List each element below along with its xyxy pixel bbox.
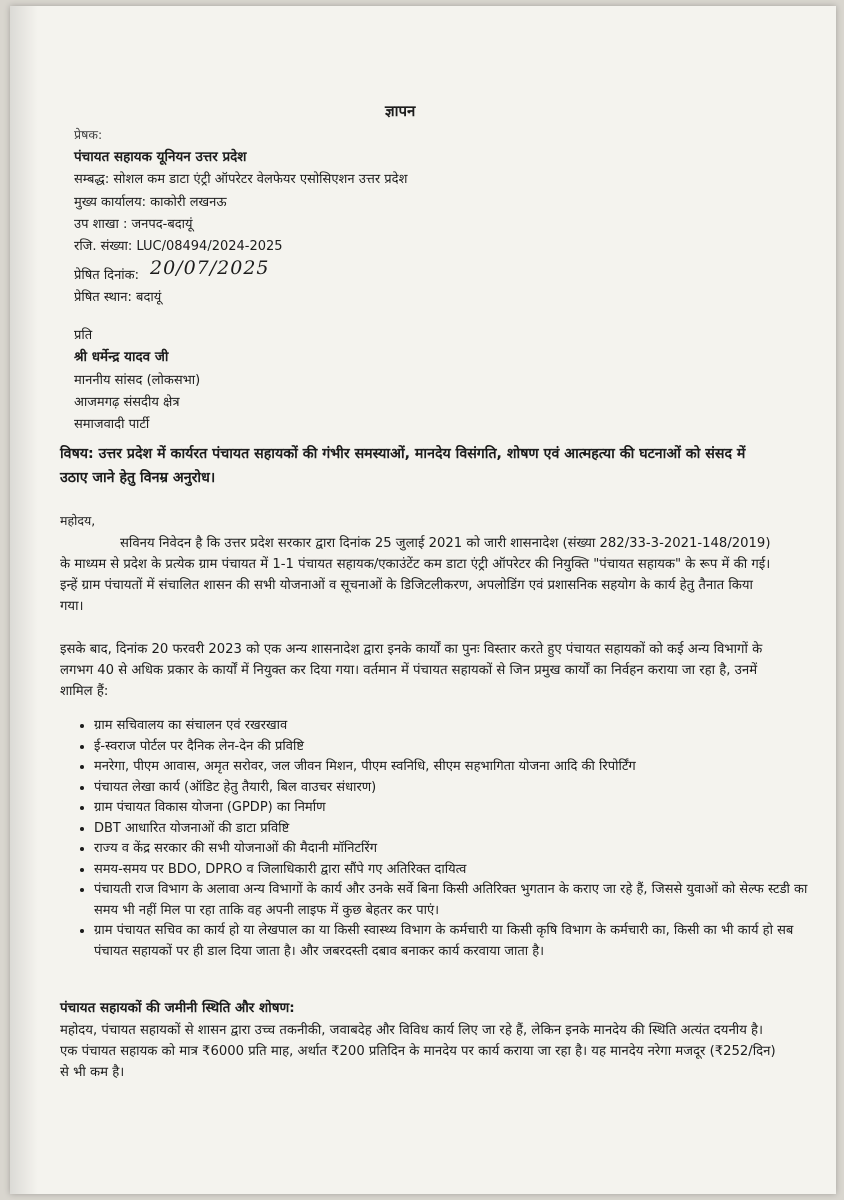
- page-edge-shadow: [10, 6, 38, 1194]
- subject-line: विषय: उत्तर प्रदेश में कार्यरत पंचायत सहायकों की गंभीर समस्याओं, मानदेय विसंगति, शोषण एवं आत्महत्या की घटनाओं को संसद में उठाए जाने हेतु विनम्र अनुरोध।: [60, 446, 746, 486]
- paragraph-duties-intro: इसके बाद, दिनांक 20 फरवरी 2023 को एक अन्य शासनादेश द्वारा इनके कार्यों का पुनः विस्तार करते हुए पंचायत सहायकों को कई अन्य विभागों के लगभग 40 से अधिक प्रकार के कार्यों में नियुक्त कर दिया गया। वर्तमान में पंचायत सहायकों से जिन प्रमुख कार्यों का निर्वहन कराया जा रहा है, उनमें शामिल हैं:: [60, 642, 763, 699]
- list-item: • समय-समय पर BDO, DPRO व जिलाधिकारी द्वारा सौंपे गए अतिरिक्त दायित्व: [94, 860, 816, 881]
- paragraph-intro: सविनय निवेदन है कि उत्तर प्रदेश सरकार द्वारा दिनांक 25 जुलाई 2021 को जारी शासनादेश (संख्या 282/33-3-2021-148/2019) के माध्यम से प्रदेश के प्रत्येक ग्राम पंचायत में 1-1 पंचायत सहायक/एकाउंटेंट कम डाटा एंट्री ऑपरेटर की नियुक्ति "पंचायत सहायक" के रूप में की गई। इन्हें ग्राम पंचायतों में संचालित शासन की सभी योजनाओं व सूचनाओं के डिजिटलीकरण, अपलोडिंग एवं प्रशासनिक सहयोग के कार्य हेतु तैनात किया गया।: [60, 536, 771, 614]
- section-heading: पंचायत सहायकों की जमीनी स्थिति और शोषण:: [60, 1000, 295, 1016]
- list-item: • DBT आधारित योजनाओं की डाटा प्रविष्टि: [94, 819, 816, 840]
- list-item: • मनरेगा, पीएम आवास, अमृत सरोवर, जल जीवन मिशन, पीएम स्वनिधि, सीएम सहभागिता योजना आदि की रिपोर्टिंग: [94, 757, 816, 778]
- list-item: • राज्य व केंद्र सरकार की सभी योजनाओं की मैदानी मॉनिटरिंग: [94, 839, 816, 860]
- sender-registration: रजि. संख्या: LUC/08494/2024-2025: [74, 239, 283, 254]
- sender-label: प्रेषक:: [74, 127, 103, 142]
- document-page: [10, 6, 836, 1194]
- recipient-party: समाजवादी पार्टी: [74, 417, 150, 432]
- list-item: • ग्राम पंचायत विकास योजना (GPDP) का निर्माण: [94, 798, 816, 819]
- recipient-to-label: प्रति: [74, 328, 93, 343]
- paragraph-ground-situation: महोदय, पंचायत सहायकों से शासन द्वारा उच्च तकनीकी, जवाबदेह और विविध कार्य लिए जा रहे हैं, लेकिन इनके मानदेय की स्थिति अत्यंत दयनीय है। एक पंचायत सहायक को मात्र ₹6000 प्रति माह, अर्थात ₹200 प्रतिदिन के मानदेय पर कार्य कराया जा रहा है। यह मानदेय नरेगा मजदूर (₹252/दिन) से भी कम है।: [60, 1023, 776, 1080]
- duties-list: [60, 716, 816, 962]
- recipient-name: श्री धर्मेन्द्र यादव जी: [74, 349, 169, 365]
- sender-org: पंचायत सहायक यूनियन उत्तर प्रदेश: [74, 149, 247, 165]
- sent-date-label: प्रेषित दिनांक:: [74, 268, 140, 283]
- list-item: • ई-स्वराज पोर्टल पर दैनिक लेन-देन की प्रविष्टि: [94, 737, 816, 758]
- sender-head-office: मुख्य कार्यालय: काकोरी लखनऊ: [74, 195, 227, 210]
- sender-affiliation: सम्बद्ध: सोशल कम डाटा एंट्री ऑपरेटर वेलफेयर एसोसिएशन उत्तर प्रदेश: [74, 172, 408, 187]
- list-item: • ग्राम पंचायत सचिव का कार्य हो या लेखपाल का या किसी स्वास्थ्य विभाग के कर्मचारी या किसी कृषि विभाग के कर्मचारी का, किसी का भी कार्य हो सब पंचायत सहायकों पर ही डाल दिया जाता है। और जबरदस्ती दबाव बनाकर कार्य करवाया जाता है।: [94, 921, 816, 962]
- sent-place: प्रेषित स्थान: बदायूं: [74, 290, 162, 305]
- list-item: • ग्राम सचिवालय का संचालन एवं रखरखाव: [94, 716, 816, 737]
- document-title: ज्ञापन: [385, 102, 416, 120]
- list-item: • पंचायती राज विभाग के अलावा अन्य विभागों के कार्य और उनके सर्वे बिना किसी अतिरिक्त भुगतान के कराए जा रहे हैं, जिससे युवाओं को सेल्फ स्टडी का समय भी नहीं मिल पा रहा ताकि वह अपनी लाइफ में कुछ बेहतर कर पाएं।: [94, 880, 816, 921]
- recipient-designation: माननीय सांसद (लोकसभा): [74, 373, 201, 388]
- sender-branch: उप शाखा : जनपद-बदायूं: [74, 217, 193, 232]
- list-item: • पंचायत लेखा कार्य (ऑडिट हेतु तैयारी, बिल वाउचर संधारण): [94, 778, 816, 799]
- salutation: महोदय,: [60, 513, 96, 528]
- sent-date-handwritten: 20/07/2025: [150, 257, 270, 279]
- recipient-constituency: आजमगढ़ संसदीय क्षेत्र: [74, 395, 180, 410]
